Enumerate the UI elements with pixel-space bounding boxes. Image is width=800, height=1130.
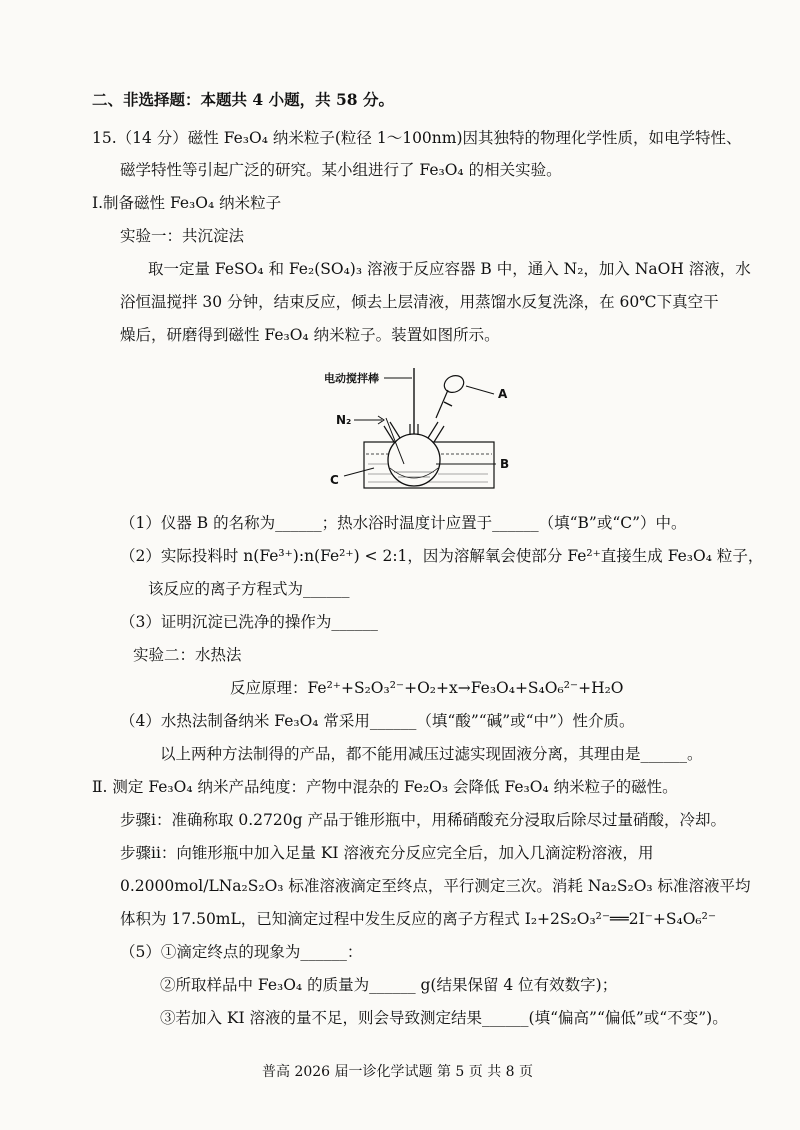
experiment-1-text-line3: 燥后，研磨得到磁性 Fe₃O₄ 纳米粒子。装置如图所示。 bbox=[120, 326, 500, 344]
question-5-part-3: ③若加入 KI 溶液的量不足，则会导致测定结果______(填“偏高”“偏低”或“不变”)。 bbox=[160, 1009, 728, 1027]
step-2-line3: 体积为 17.50mL，已知滴定过程中发生反应的离子方程式 I₂+2S₂O₃²⁻══2I⁻+S₄O₆²⁻ bbox=[120, 910, 717, 928]
page-footer: 普高 2026 届一诊化学试题 第 5 页 共 8 页 bbox=[262, 1064, 534, 1080]
question-2-line1: （2）实际投料时 n(Fe³⁺):n(Fe²⁺) < 2:1，因为溶解氧会使部分 Fe²⁺直接生成 Fe₃O₄ 粒子， bbox=[120, 547, 764, 565]
apparatus-diagram bbox=[318, 368, 528, 490]
question-3: （3）证明沉淀已洗净的操作为______ bbox=[120, 613, 378, 631]
label-a-leader bbox=[466, 386, 494, 394]
step-2-line1: 步骤ⅱ：向锥形瓶中加入足量 KI 溶液充分反应完全后，加入几滴淀粉溶液，用 bbox=[120, 844, 654, 862]
question-4-line2: 以上两种方法制得的产品，都不能用减压过滤实现固液分离，其理由是______。 bbox=[160, 745, 703, 763]
experiment-1-title: 实验一：共沉淀法 bbox=[120, 227, 245, 245]
step-1: 步骤ⅰ：准确称取 0.2720g 产品于锥形瓶中，用稀硝酸充分浸取后除尽过量硝酸，冷却。 bbox=[120, 811, 726, 829]
label-c-leader bbox=[344, 468, 374, 476]
question-2-line2: 该反应的离子方程式为______ bbox=[148, 580, 350, 598]
label-c: C bbox=[330, 473, 339, 487]
label-a: A bbox=[498, 387, 508, 401]
step-2-line2: 0.2000mol/LNa₂S₂O₃ 标准溶液滴定至终点，平行测定三次。消耗 Na₂S₂O₃ 标准溶液平均 bbox=[120, 877, 751, 895]
experiment-1-text-line1: 取一定量 FeSO₄ 和 Fe₂(SO₄)₃ 溶液于反应容器 B 中，通入 N₂，加入 NaOH 溶液，水 bbox=[148, 260, 751, 278]
question-5-part-1: （5）①滴定终点的现象为______： bbox=[120, 943, 363, 961]
question-1: （1）仪器 B 的名称为______；热水浴时温度计应置于______（填“B”或“C”）中。 bbox=[120, 514, 687, 532]
part-2-heading: Ⅱ. 测定 Fe₃O₄ 纳米产品纯度：产物中混杂的 Fe₂O₃ 会降低 Fe₃O₄ 纳米粒子的磁性。 bbox=[92, 778, 678, 796]
label-b: B bbox=[500, 457, 510, 471]
section-heading: 二、非选择题：本题共 4 小题，共 58 分。 bbox=[92, 90, 394, 109]
question-5-part-2: ②所取样品中 Fe₃O₄ 的质量为______ g(结果保留 4 位有效数字)； bbox=[160, 976, 618, 994]
funnel-stopcock bbox=[444, 402, 452, 406]
n2-label: N₂ bbox=[336, 413, 352, 427]
question-4-line1: （4）水热法制备纳米 Fe₃O₄ 常采用______（填“酸”“碱”或“中”）性介质。 bbox=[120, 712, 635, 730]
part-1-heading: Ⅰ.制备磁性 Fe₃O₄ 纳米粒子 bbox=[92, 194, 282, 212]
question-15-intro-line2: 磁学特性等引起广泛的研究。某小组进行了 Fe₃O₄ 的相关实验。 bbox=[120, 161, 562, 179]
experiment-2-title: 实验二：水热法 bbox=[133, 646, 242, 664]
stirrer-label: 电动搅拌棒 bbox=[324, 372, 379, 385]
question-15-intro-line1: 15.（14 分）磁性 Fe₃O₄ 纳米粒子(粒径 1～100nm)因其独特的物理化学性质，如电学特性、 bbox=[92, 129, 742, 147]
reaction-principle: 反应原理：Fe²⁺+S₂O₃²⁻+O₂+x→Fe₃O₄+S₄O₆²⁻+H₂O bbox=[230, 679, 624, 697]
funnel-stem bbox=[436, 390, 448, 418]
experiment-1-text-line2: 浴恒温搅拌 30 分钟，结束反应，倾去上层清液，用蒸馏水反复洗涤，在 60℃下真空干 bbox=[120, 293, 719, 311]
dropping-funnel bbox=[442, 373, 467, 396]
